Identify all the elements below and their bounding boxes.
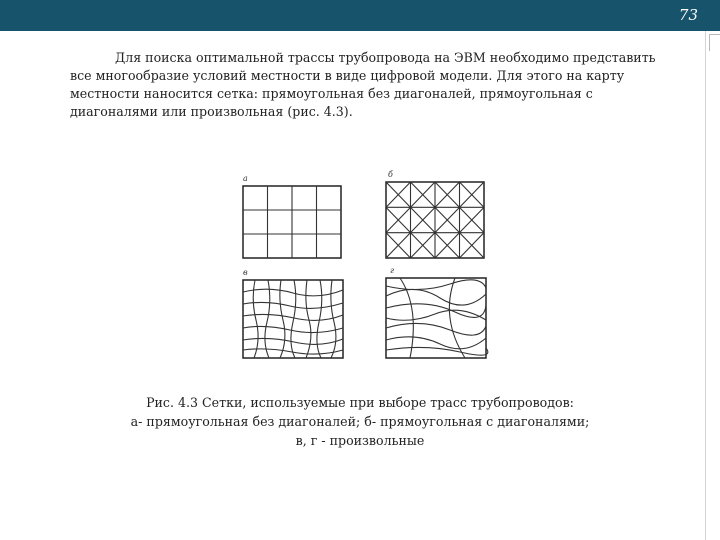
grid-panel-b	[380, 172, 490, 262]
panel-label-d: г	[390, 266, 395, 275]
curvilinear-grid-figure	[238, 270, 350, 362]
caption-line: Рис. 4.3 Сетки, используемые при выборе трасс трубопроводов:	[146, 395, 574, 410]
panel-label-c: в	[243, 268, 248, 277]
grid-panel-d	[380, 268, 492, 362]
page-number: 73	[678, 6, 698, 24]
corner-decoration	[709, 34, 720, 51]
body-paragraph: Для поиска оптимальной трассы трубопровода на ЭВМ необходимо представить все многообразие условий местности в виде цифровой модели. Для этого на карту местности наносится сетка: прямоугольная без диагоналей, прямоугольная с диагоналями или произвольная (рис. 4.3).	[70, 50, 656, 119]
figure-caption	[80, 393, 640, 450]
grid-panel-a	[238, 176, 348, 262]
caption-line: а- прямоугольная без диагоналей; б- прямоугольная с диагоналями;	[130, 414, 590, 429]
caption-line: в, г - произвольные	[295, 433, 425, 448]
rectangular-grid-figure	[238, 176, 348, 262]
arbitrary-grid-figure	[380, 268, 492, 362]
right-edge-decoration	[705, 31, 720, 540]
slide-header-bar	[0, 0, 720, 31]
panel-label-a: а	[243, 174, 248, 183]
diagonal-grid-figure	[380, 172, 490, 262]
panel-label-b: б	[388, 170, 393, 179]
grid-panel-c	[238, 270, 350, 362]
